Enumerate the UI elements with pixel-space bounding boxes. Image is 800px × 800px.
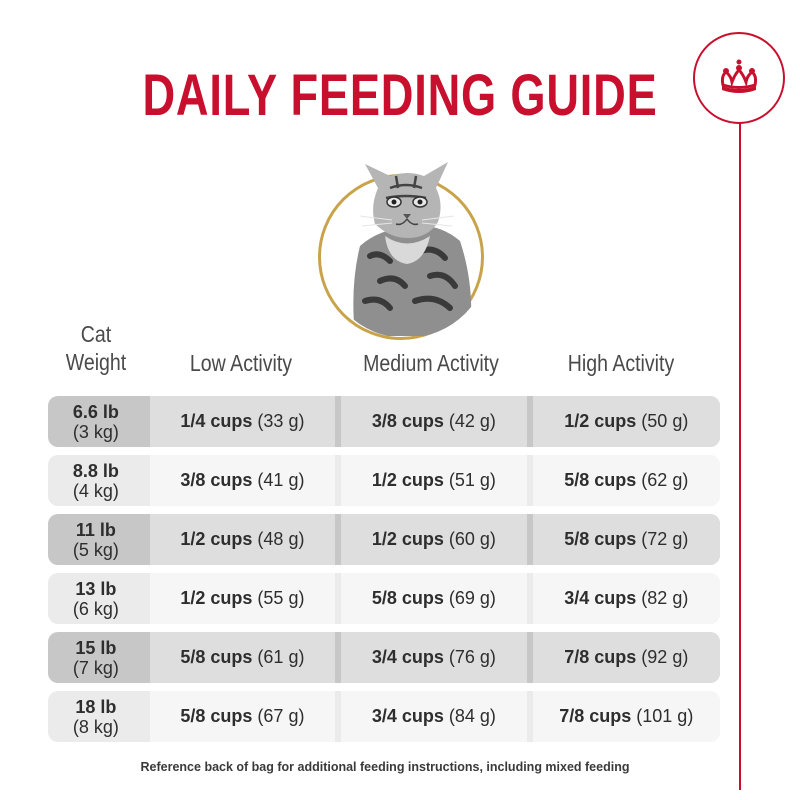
high-cups: 5/8 cups	[564, 529, 637, 549]
high-grams: (92 g)	[641, 647, 689, 667]
medium-grams: (51 g)	[448, 470, 496, 490]
table-row	[48, 455, 720, 506]
high-cups: 7/8 cups	[559, 706, 632, 726]
table-row	[48, 632, 720, 683]
low-grams: (61 g)	[257, 647, 305, 667]
weight-lb: 11 lb	[75, 519, 116, 540]
weight-cell	[48, 573, 144, 624]
brand-rule	[739, 122, 741, 790]
medium-cups: 1/2 cups	[371, 529, 444, 549]
medium-cups: 1/2 cups	[371, 470, 444, 490]
low-grams: (55 g)	[257, 588, 305, 608]
high-cups: 7/8 cups	[564, 647, 637, 667]
high-activity-cell	[533, 455, 720, 506]
high-grams: (72 g)	[641, 529, 689, 549]
low-activity-cell	[150, 573, 335, 624]
high-grams: (82 g)	[641, 588, 689, 608]
low-grams: (67 g)	[257, 706, 305, 726]
weight-kg: (7 kg)	[72, 657, 119, 678]
medium-activity-cell	[341, 396, 526, 447]
low-activity-cell	[150, 632, 335, 683]
low-activity-cell	[150, 455, 335, 506]
medium-activity-cell	[341, 455, 526, 506]
low-cups: 3/8 cups	[180, 470, 253, 490]
page-title: DAILY FEEDING GUIDE	[142, 63, 658, 128]
weight-cell	[48, 632, 144, 683]
weight-lb: 8.8 lb	[72, 460, 119, 481]
weight-kg: (8 kg)	[72, 716, 119, 737]
low-grams: (48 g)	[257, 529, 305, 549]
weight-kg: (6 kg)	[72, 598, 119, 619]
medium-grams: (42 g)	[448, 411, 496, 431]
high-cups: 3/4 cups	[564, 588, 637, 608]
high-activity-cell	[533, 632, 720, 683]
low-cups: 5/8 cups	[180, 706, 253, 726]
weight-cell	[48, 455, 144, 506]
high-grams: (62 g)	[641, 470, 689, 490]
weight-kg: (4 kg)	[72, 480, 119, 501]
low-cups: 5/8 cups	[180, 647, 253, 667]
weight-lb: 18 lb	[75, 696, 117, 717]
low-cups: 1/4 cups	[180, 411, 253, 431]
medium-cups: 3/4 cups	[371, 647, 444, 667]
high-cups: 1/2 cups	[564, 411, 637, 431]
medium-grams: (76 g)	[448, 647, 496, 667]
table-row	[48, 691, 720, 742]
medium-grams: (69 g)	[448, 588, 496, 608]
brand-badge	[693, 32, 785, 124]
low-cups: 1/2 cups	[180, 588, 253, 608]
medium-activity-cell	[341, 514, 526, 565]
weight-cell	[48, 691, 144, 742]
low-activity-cell	[150, 514, 335, 565]
header-weight-line2: Weight	[65, 349, 127, 375]
medium-activity-cell	[341, 691, 526, 742]
header-weight-line1: Cat	[80, 321, 112, 347]
table-row	[48, 514, 720, 565]
weight-cell	[48, 396, 144, 447]
weight-cell	[48, 514, 144, 565]
header-medium-activity: Medium Activity	[363, 350, 499, 376]
medium-cups: 3/8 cups	[371, 411, 444, 431]
high-cups: 5/8 cups	[564, 470, 637, 490]
medium-activity-cell	[341, 632, 526, 683]
header-cat-weight	[54, 320, 139, 376]
cat-portrait	[320, 136, 490, 336]
medium-cups: 5/8 cups	[371, 588, 444, 608]
high-grams: (50 g)	[641, 411, 689, 431]
table-row	[48, 573, 720, 624]
low-grams: (41 g)	[257, 470, 305, 490]
weight-lb: 13 lb	[75, 578, 117, 599]
weight-kg: (5 kg)	[72, 539, 119, 560]
weight-lb: 6.6 lb	[72, 401, 119, 422]
footnote: Reference back of bag for additional feeding instructions, including mixed feeding	[140, 760, 630, 774]
low-activity-cell	[150, 691, 335, 742]
high-activity-cell	[533, 573, 720, 624]
header-low-activity: Low Activity	[189, 350, 293, 376]
weight-kg: (3 kg)	[72, 421, 119, 442]
header-high-activity: High Activity	[567, 350, 675, 376]
medium-cups: 3/4 cups	[371, 706, 444, 726]
high-activity-cell	[533, 396, 720, 447]
low-cups: 1/2 cups	[180, 529, 253, 549]
medium-activity-cell	[341, 573, 526, 624]
feeding-table	[48, 396, 720, 750]
high-grams: (101 g)	[636, 706, 694, 726]
low-activity-cell	[150, 396, 335, 447]
high-activity-cell	[533, 691, 720, 742]
low-grams: (33 g)	[257, 411, 305, 431]
crown-icon	[695, 34, 783, 122]
medium-grams: (60 g)	[448, 529, 496, 549]
weight-lb: 15 lb	[75, 637, 117, 658]
medium-grams: (84 g)	[448, 706, 496, 726]
high-activity-cell	[533, 514, 720, 565]
table-row	[48, 396, 720, 447]
